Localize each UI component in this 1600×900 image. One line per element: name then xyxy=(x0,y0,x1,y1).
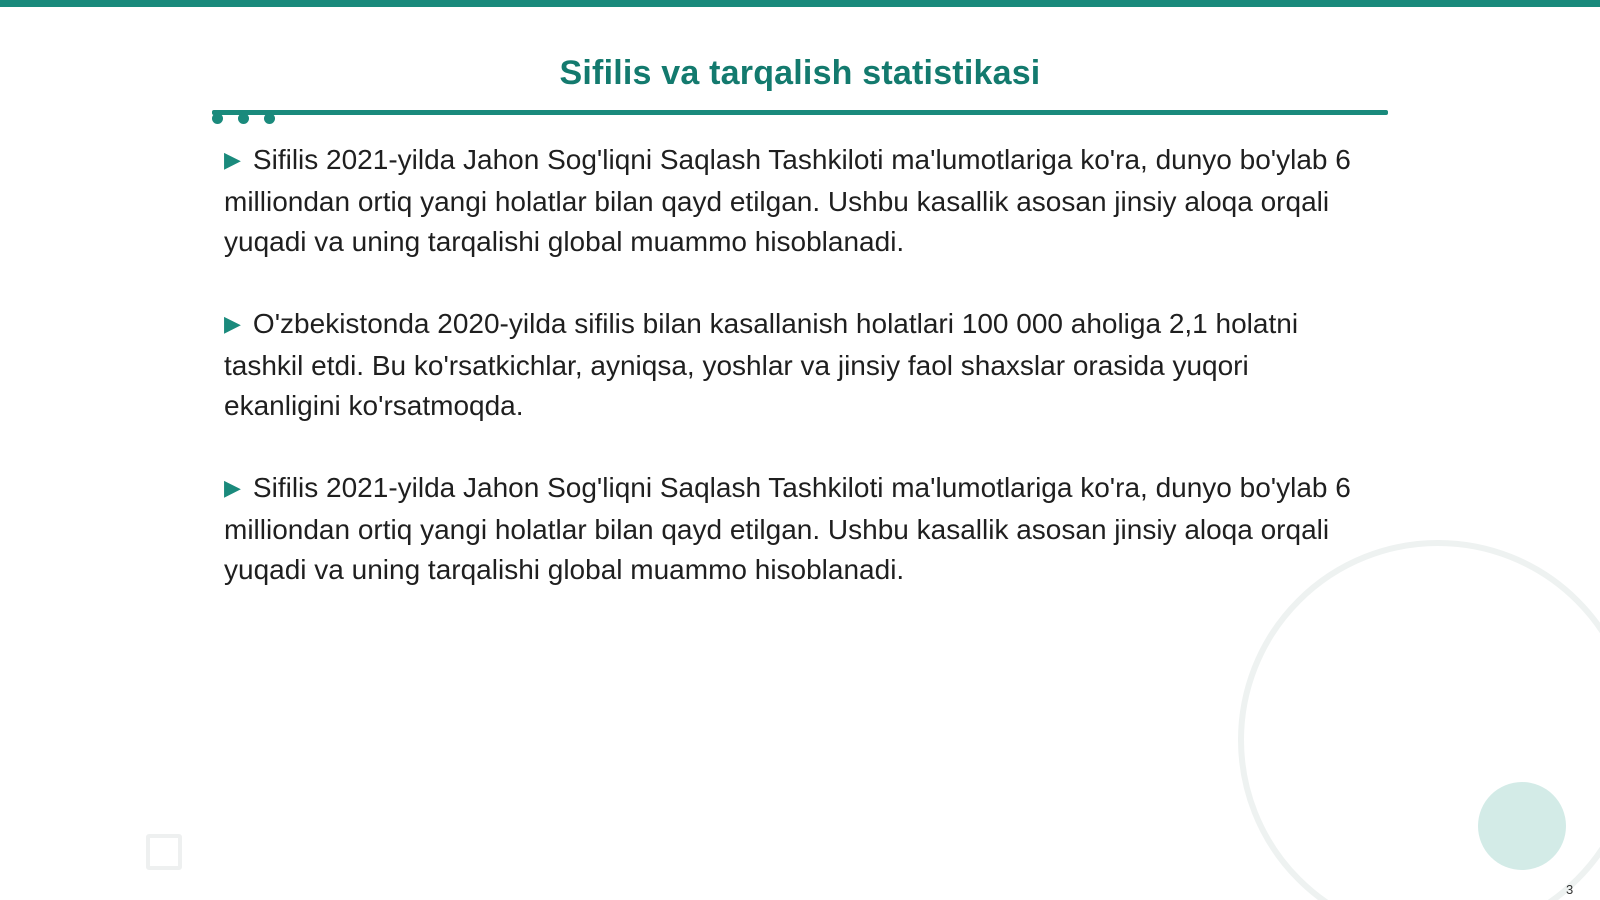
triangle-bullet-icon: ▶ xyxy=(224,475,241,500)
slide-body xyxy=(224,140,1354,632)
paragraph-text: Sifilis 2021-yilda Jahon Sog'liqni Saqlash Tashkiloti ma'lumotlariga ko'ra, dunyo bo'ylab 6 milliondan ortiq yangi holatlar bilan qayd etilgan. Ushbu kasallik asosan jinsiy aloqa orqali yuqadi va uning tarqalishi global muammo hisoblanadi. xyxy=(224,144,1351,257)
bullet-paragraph xyxy=(224,468,1354,590)
decorative-dot-icon xyxy=(212,113,223,124)
title-underline xyxy=(212,110,1388,115)
paragraph-text: O'zbekistonda 2020-yilda sifilis bilan kasallanish holatlari 100 000 aholiga 2,1 holatni tashkil etdi. Bu ko'rsatkichlar, ayniqsa, yoshlar va jinsiy faol shaxslar orasida yuqori ekanligini ko'rsatmoqda. xyxy=(224,308,1299,421)
bullet-paragraph xyxy=(224,140,1354,262)
decorative-circle xyxy=(1478,782,1566,870)
slide-title: Sifilis va tarqalish statistikasi xyxy=(559,54,1041,92)
triangle-bullet-icon: ▶ xyxy=(224,311,241,336)
decorative-square xyxy=(146,834,182,870)
bullet-paragraph xyxy=(224,304,1354,426)
decorative-dot-icon xyxy=(264,113,275,124)
decorative-dot-icon xyxy=(238,113,249,124)
paragraph-text: Sifilis 2021-yilda Jahon Sog'liqni Saqlash Tashkiloti ma'lumotlariga ko'ra, dunyo bo'ylab 6 milliondan ortiq yangi holatlar bilan qayd etilgan. Ushbu kasallik asosan jinsiy aloqa orqali yuqadi va uning tarqalishi global muammo hisoblanadi. xyxy=(224,472,1351,585)
top-accent-bar xyxy=(0,0,1600,7)
triangle-bullet-icon: ▶ xyxy=(224,147,241,172)
page-number: 3 xyxy=(1566,882,1574,897)
